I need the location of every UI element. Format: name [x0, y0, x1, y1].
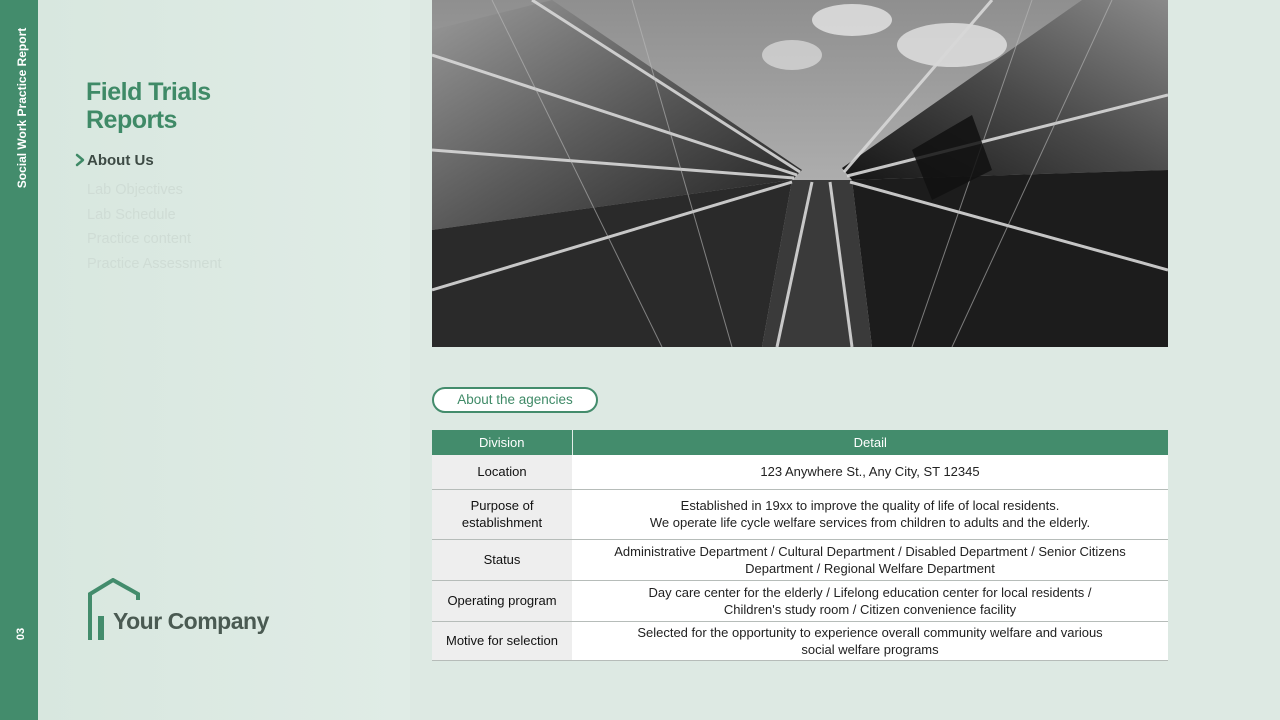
cell-line: 123 Anywhere St., Any City, ST 12345	[760, 464, 980, 480]
cell-line: Operating program	[447, 593, 557, 608]
table-row	[432, 621, 1168, 660]
division-cell	[432, 539, 572, 580]
detail-cell	[572, 621, 1168, 660]
column-header-detail: Detail	[572, 430, 1168, 455]
nav-item-label: About Us	[87, 152, 154, 169]
nav-item-label: Lab Schedule	[87, 206, 176, 223]
cell-line: Day care center for the elderly / Lifelong education center for local residents /	[648, 584, 1092, 600]
cell-line: establishment	[461, 515, 543, 530]
table-row	[432, 580, 1168, 621]
page-number: 03	[15, 627, 27, 641]
cell-line: Established in 19xx to improve the quality of life of local residents.	[680, 498, 1060, 513]
nav-item-practice-assessment[interactable]	[75, 252, 222, 277]
division-cell	[432, 621, 572, 660]
vertical-report-title: Social Work Practice Report	[15, 27, 29, 189]
detail-cell	[572, 455, 1168, 489]
detail-cell	[572, 489, 1168, 539]
company-name: Your Company	[113, 608, 269, 634]
nav-item-label: Practice Assessment	[87, 255, 222, 272]
detail-cell	[572, 580, 1168, 621]
division-cell	[432, 455, 572, 489]
building-photo	[432, 0, 1168, 347]
company-logo	[86, 578, 276, 642]
cell-line: Motive for selection	[446, 633, 558, 648]
nav-item-lab-objectives[interactable]	[75, 178, 222, 203]
table-header-row	[432, 430, 1168, 455]
table-row	[432, 539, 1168, 580]
cell-line: Selected for the opportunity to experience overall community welfare and various	[637, 624, 1103, 640]
page-title-line-2: Reports	[86, 106, 177, 134]
cell-line: social welfare programs	[801, 641, 939, 657]
cell-line: Location	[477, 464, 527, 480]
cell-line: Children's study room / Citizen convenience facility	[723, 601, 1017, 617]
nav-item-lab-schedule[interactable]	[75, 203, 222, 228]
detail-cell	[572, 539, 1168, 580]
page-title	[86, 78, 211, 134]
agency-info-table	[432, 430, 1168, 661]
nav-item-practice-content[interactable]	[75, 227, 222, 252]
section-nav	[75, 150, 222, 276]
skyscraper-image	[432, 0, 1168, 347]
cell-line: We operate life cycle welfare services from children to adults and the elderly.	[649, 515, 1091, 530]
cell-line: Department / Regional Welfare Department	[745, 560, 995, 576]
division-cell	[432, 489, 572, 539]
chevron-right-icon	[75, 153, 85, 167]
nav-item-label: Practice content	[87, 231, 191, 247]
nav-item-about-us[interactable]	[75, 150, 222, 178]
nav-item-label: Lab Objectives	[87, 182, 183, 198]
cell-line: Administrative Department / Cultural Department / Disabled Department / Senior Citizens	[614, 543, 1126, 559]
table-row	[432, 489, 1168, 539]
table-row	[432, 455, 1168, 489]
division-cell	[432, 580, 572, 621]
sidebar-strip	[0, 0, 38, 720]
page-title-line-1: Field Trials	[86, 78, 211, 106]
cell-line: Purpose of	[470, 498, 534, 513]
cell-line: Status	[483, 552, 521, 567]
column-header-division: Division	[432, 430, 572, 455]
section-label-pill: About the agencies	[432, 387, 598, 413]
